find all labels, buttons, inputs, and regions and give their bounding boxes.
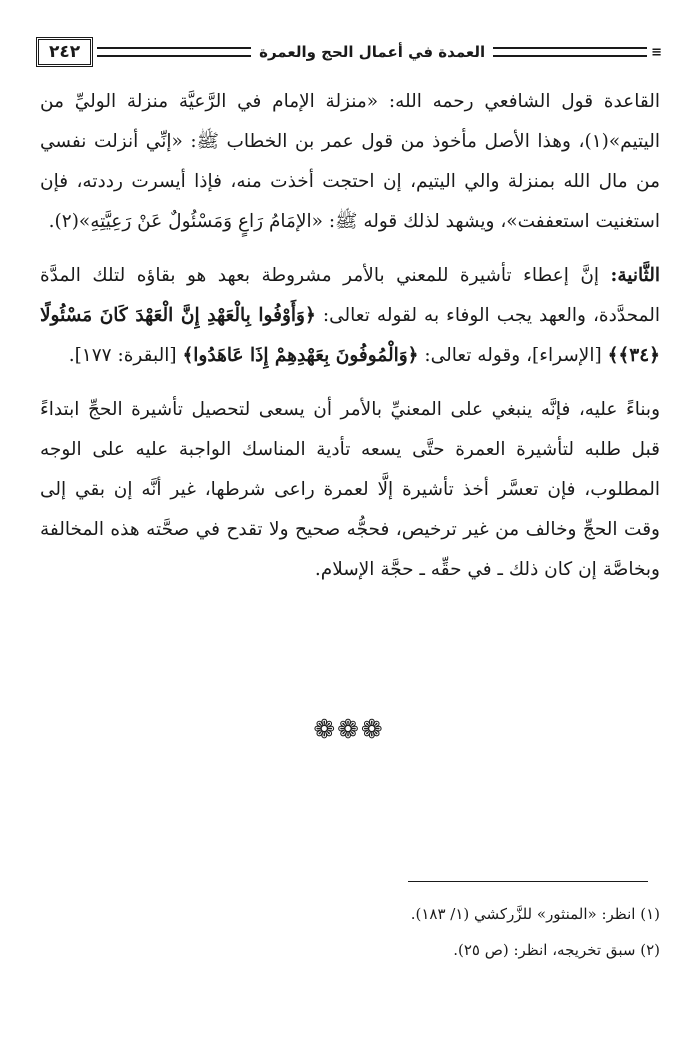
footnote-separator <box>408 881 648 882</box>
footnote-1: (١) انظر: «المنثور» للزَّركشي (١/ ١٨٣). <box>410 905 660 923</box>
quran-verse-1: ﴿وَأَوْفُوا بِالْعَهْدِ إِنَّ الْعَهْدَ كَانَ مَسْئُولًا ﴿٣٤﴾﴾ <box>40 305 660 366</box>
main-text <box>40 82 660 604</box>
paragraph-2 <box>40 256 660 376</box>
header-end-mark: ≡ <box>651 44 663 60</box>
page-number: ٢٤٢ <box>36 37 93 67</box>
section-divider-ornament: ❁❁❁ <box>313 715 385 745</box>
quran-verse-2: ﴿وَالْمُوفُونَ بِعَهْدِهِمْ إِذَا عَاهَدُوا﴾ <box>182 345 419 366</box>
paragraph-2-lead: الثَّانية: <box>610 265 660 286</box>
page-header <box>36 36 662 68</box>
header-rule-left <box>493 47 647 57</box>
paragraph-2-text-b: [الإسراء]، وقوله تعالى: <box>418 345 608 366</box>
footnotes <box>40 896 660 968</box>
paragraph-1: القاعدة قول الشافعي رحمه الله: «منزلة الإمام في الرَّعيَّة منزلة الوليِّ من اليتيم»(١)، وهذا الأصل مأخوذ من قول عمر بن الخطاب ﷺ: «إنِّي أنزلت نفسي من مال الله بمنزلة والي اليتيم، إن احتجت أخذت منه، فإذا أيسرت رددته، فإن استغنيت استعففت»، ويشهد لذلك قوله ﷺ: «الإمَامُ رَاعٍ وَمَسْئُولٌ عَنْ رَعِيَّتِهِ»(٢). <box>40 91 660 232</box>
paragraph-2-text-c: [البقرة: ١٧٧]. <box>68 345 183 366</box>
paragraph-3: وبناءً عليه، فإنَّه ينبغي على المعنيِّ بالأمر أن يسعى لتحصيل تأشيرة الحجِّ ابتداءً قبل طلبه لتأشيرة العمرة حتَّى يسعه تأدية المناسك الواجبة عليه على الوجه المطلوب، فإن تعسَّر أخذ تأشيرة إلَّا لعمرة راعى شرطها، غير أنَّه إن بقي إلى وقت الحجِّ وخالف من غير ترخيص، فحجُّه صحيح ولا تقدح في صحَّته هذه المخالفة وبخاصَّة إن كان ذلك ـ في حقِّه ـ حجَّة الإسلام. <box>40 399 660 580</box>
running-title: العمدة في أعمال الحج والعمرة <box>259 43 486 61</box>
footnote-2: (٢) سبق تخريجه، انظر: (ص ٢٥). <box>453 941 660 959</box>
header-rule-right <box>97 47 251 57</box>
paragraph-2-text-a: إنَّ إعطاء تأشيرة للمعني بالأمر مشروطة بعهد هو بقاؤه لتلك المدَّة المحدَّدة، والعهد يجب الوفاء به لقوله تعالى: <box>40 265 660 326</box>
